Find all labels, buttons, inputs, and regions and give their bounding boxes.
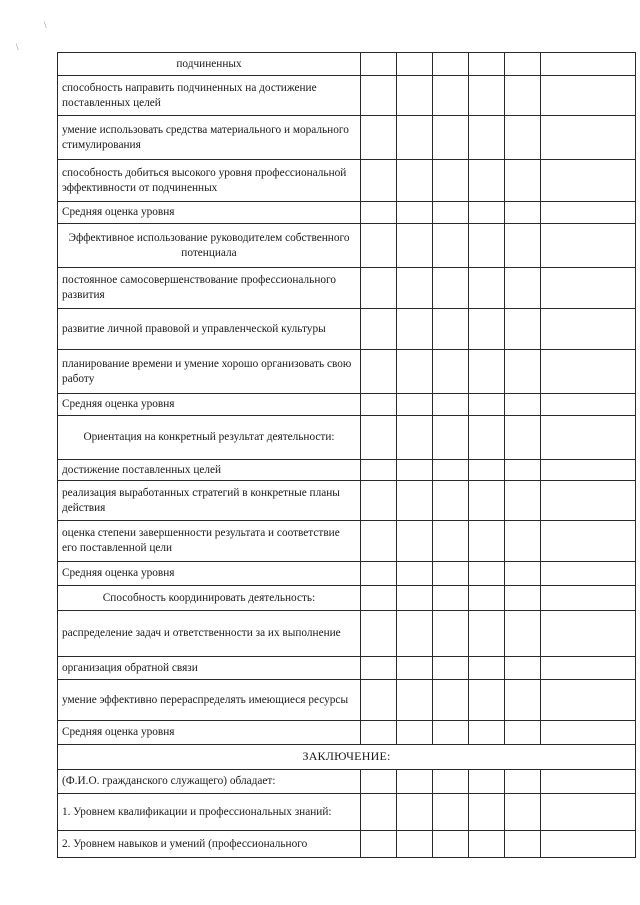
score-cell [469, 268, 505, 309]
score-cell [505, 586, 541, 611]
criterion-label: 1. Уровнем квалификации и профессиональных знаний: [58, 794, 361, 831]
score-cell [433, 268, 469, 309]
table-row-item [58, 611, 636, 657]
score-cell [505, 831, 541, 858]
score-cell [397, 76, 433, 116]
score-cell [361, 680, 397, 721]
score-cell [469, 586, 505, 611]
score-cell [361, 202, 397, 224]
score-cell [433, 116, 469, 160]
section-header: Эффективное использование руководителем собственного потенциала [58, 224, 361, 268]
average-level-label: Средняя оценка уровня [58, 394, 361, 416]
score-cell [541, 309, 636, 350]
criterion-label: организация обратной связи [58, 657, 361, 680]
score-cell [469, 831, 505, 858]
score-cell [397, 521, 433, 562]
score-cell [505, 53, 541, 76]
score-cell [505, 76, 541, 116]
score-cell [505, 657, 541, 680]
score-cell [541, 202, 636, 224]
score-cell [433, 53, 469, 76]
score-cell [505, 770, 541, 794]
criterion-label: (Ф.И.О. гражданского служащего) обладает: [58, 770, 361, 794]
score-cell [361, 831, 397, 858]
score-cell [541, 116, 636, 160]
score-cell [505, 794, 541, 831]
average-level-label: Средняя оценка уровня [58, 202, 361, 224]
score-cell [433, 76, 469, 116]
score-cell [397, 350, 433, 394]
table-row-item [58, 309, 636, 350]
score-cell [397, 160, 433, 202]
score-cell [505, 416, 541, 460]
table-row-avg [58, 394, 636, 416]
score-cell [469, 680, 505, 721]
criterion-label: способность направить подчиненных на достижение поставленных целей [58, 76, 361, 116]
score-cell [505, 224, 541, 268]
criterion-label: постоянное самосовершенствование профессионального развития [58, 268, 361, 309]
score-cell [433, 770, 469, 794]
score-cell [469, 394, 505, 416]
score-cell [433, 680, 469, 721]
score-cell [361, 794, 397, 831]
score-cell [361, 53, 397, 76]
score-cell [433, 309, 469, 350]
score-cell [541, 680, 636, 721]
score-cell [397, 721, 433, 745]
table-row-avg [58, 721, 636, 745]
table-row-item [58, 657, 636, 680]
score-cell [361, 521, 397, 562]
score-cell [397, 481, 433, 521]
score-cell [541, 481, 636, 521]
table-row-avg [58, 562, 636, 586]
score-cell [505, 202, 541, 224]
score-cell [433, 460, 469, 481]
score-cell [397, 794, 433, 831]
score-cell [505, 309, 541, 350]
table-row-item [58, 481, 636, 521]
table-row-item [58, 268, 636, 309]
score-cell [541, 160, 636, 202]
score-cell [433, 416, 469, 460]
score-cell [361, 460, 397, 481]
score-cell [469, 770, 505, 794]
conclusion-heading: ЗАКЛЮЧЕНИЕ: [58, 745, 636, 770]
scan-mark: \ [44, 20, 47, 30]
criterion-label: умение эффективно перераспределять имеющиеся ресурсы [58, 680, 361, 721]
evaluation-table-body [58, 53, 636, 858]
score-cell [433, 657, 469, 680]
score-cell [433, 794, 469, 831]
score-cell [469, 481, 505, 521]
table-row-item [58, 160, 636, 202]
score-cell [469, 562, 505, 586]
score-cell [505, 460, 541, 481]
score-cell [469, 721, 505, 745]
criterion-label: способность добиться высокого уровня профессиональной эффективности от подчиненных [58, 160, 361, 202]
table-row-header [58, 586, 636, 611]
score-cell [469, 657, 505, 680]
score-cell [433, 831, 469, 858]
score-cell [397, 770, 433, 794]
score-cell [541, 721, 636, 745]
table-row-item [58, 521, 636, 562]
score-cell [505, 521, 541, 562]
score-cell [433, 394, 469, 416]
score-cell [361, 611, 397, 657]
score-cell [541, 224, 636, 268]
average-level-label: Средняя оценка уровня [58, 721, 361, 745]
score-cell [361, 481, 397, 521]
criterion-label: достижение поставленных целей [58, 460, 361, 481]
score-cell [505, 562, 541, 586]
criterion-label: реализация выработанных стратегий в конкретные планы действия [58, 481, 361, 521]
score-cell [541, 416, 636, 460]
score-cell [397, 53, 433, 76]
score-cell [397, 586, 433, 611]
score-cell [505, 160, 541, 202]
score-cell [505, 394, 541, 416]
criterion-label: оценка степени завершенности результата и соответствие его поставленной цели [58, 521, 361, 562]
score-cell [433, 611, 469, 657]
score-cell [361, 160, 397, 202]
score-cell [469, 202, 505, 224]
score-cell [469, 53, 505, 76]
score-cell [541, 460, 636, 481]
score-cell [541, 350, 636, 394]
table-row-header [58, 53, 636, 76]
table-row-header [58, 224, 636, 268]
score-cell [505, 481, 541, 521]
average-level-label: Средняя оценка уровня [58, 562, 361, 586]
score-cell [361, 721, 397, 745]
score-cell [397, 611, 433, 657]
score-cell [505, 350, 541, 394]
table-row-avg [58, 202, 636, 224]
table-row-header [58, 416, 636, 460]
score-cell [469, 116, 505, 160]
score-cell [361, 76, 397, 116]
score-cell [469, 309, 505, 350]
score-cell [541, 794, 636, 831]
score-cell [361, 770, 397, 794]
table-row-item [58, 76, 636, 116]
score-cell [541, 521, 636, 562]
table-row-item [58, 460, 636, 481]
score-cell [397, 268, 433, 309]
score-cell [541, 831, 636, 858]
table-row-item [58, 350, 636, 394]
score-cell [541, 268, 636, 309]
score-cell [433, 521, 469, 562]
score-cell [397, 657, 433, 680]
criterion-label: планирование времени и умение хорошо организовать свою работу [58, 350, 361, 394]
score-cell [361, 268, 397, 309]
table-row-item [58, 770, 636, 794]
table-row-item [58, 831, 636, 858]
score-cell [433, 224, 469, 268]
score-cell [397, 224, 433, 268]
score-cell [361, 586, 397, 611]
score-cell [541, 770, 636, 794]
score-cell [469, 416, 505, 460]
criterion-label: развитие личной правовой и управленческой культуры [58, 309, 361, 350]
score-cell [433, 481, 469, 521]
table-row-conclusion [58, 745, 636, 770]
score-cell [505, 116, 541, 160]
score-cell [433, 586, 469, 611]
score-cell [505, 680, 541, 721]
section-header: Способность координировать деятельность: [58, 586, 361, 611]
score-cell [505, 611, 541, 657]
score-cell [361, 394, 397, 416]
score-cell [361, 116, 397, 160]
score-cell [541, 76, 636, 116]
score-cell [361, 416, 397, 460]
score-cell [505, 268, 541, 309]
score-cell [541, 394, 636, 416]
score-cell [361, 657, 397, 680]
score-cell [397, 562, 433, 586]
score-cell [541, 611, 636, 657]
score-cell [397, 416, 433, 460]
score-cell [397, 309, 433, 350]
criterion-label: распределение задач и ответственности за их выполнение [58, 611, 361, 657]
score-cell [541, 562, 636, 586]
table-row-item [58, 680, 636, 721]
score-cell [433, 160, 469, 202]
score-cell [469, 76, 505, 116]
table-row-item [58, 116, 636, 160]
score-cell [361, 224, 397, 268]
score-cell [433, 202, 469, 224]
section-header: подчиненных [58, 53, 361, 76]
score-cell [361, 562, 397, 586]
score-cell [361, 350, 397, 394]
score-cell [433, 350, 469, 394]
score-cell [397, 202, 433, 224]
evaluation-table [57, 52, 636, 858]
score-cell [541, 657, 636, 680]
score-cell [541, 586, 636, 611]
score-cell [469, 794, 505, 831]
score-cell [541, 53, 636, 76]
score-cell [469, 611, 505, 657]
table-row-item [58, 794, 636, 831]
score-cell [397, 394, 433, 416]
score-cell [397, 831, 433, 858]
criterion-label: умение использовать средства материального и морального стимулирования [58, 116, 361, 160]
score-cell [469, 350, 505, 394]
score-cell [397, 460, 433, 481]
score-cell [469, 224, 505, 268]
scan-mark: \ [16, 42, 19, 52]
score-cell [397, 116, 433, 160]
score-cell [469, 160, 505, 202]
score-cell [361, 309, 397, 350]
score-cell [433, 721, 469, 745]
section-header: Ориентация на конкретный результат деятельности: [58, 416, 361, 460]
score-cell [505, 721, 541, 745]
score-cell [469, 460, 505, 481]
score-cell [397, 680, 433, 721]
score-cell [469, 521, 505, 562]
score-cell [433, 562, 469, 586]
criterion-label: 2. Уровнем навыков и умений (профессионального [58, 831, 361, 858]
